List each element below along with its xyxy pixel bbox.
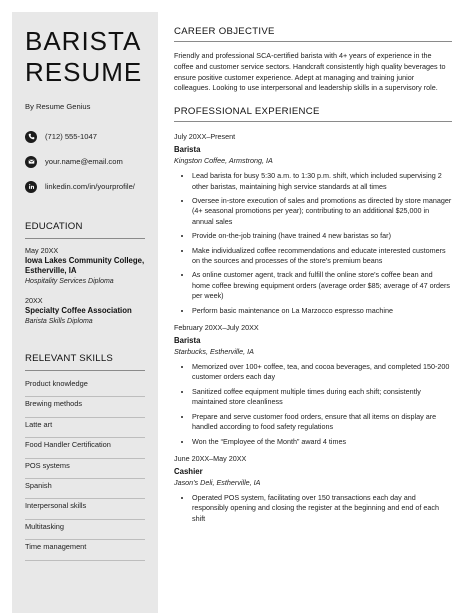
skill-item: Spanish — [25, 479, 145, 499]
contact-email[interactable] — [25, 155, 145, 168]
contact-list — [25, 130, 145, 193]
job-entry — [174, 323, 452, 447]
linkedin-icon — [25, 181, 37, 193]
email-text: your.name@email.com — [45, 157, 123, 166]
job-company: Jason's Deli, Estherville, IA — [174, 477, 261, 487]
job-bullet: • Oversee in-store execution of sales and promotions as directed by store manager (4+ seasonal promotions per year); contributing to an additional $25,000 in annual sales — [192, 196, 452, 227]
job-date: July 20XX–Present — [174, 132, 236, 142]
sidebar — [12, 12, 158, 613]
job-date: February 20XX–July 20XX — [174, 323, 259, 333]
objective-text: Friendly and professional SCA-certified barista with 4+ years of experience in the coffee and customer service sectors. Handcraft consistently high quality beverages to ensure positive customer experience. Adept at managing and training junior colleagues. Looking to use interpersonal and leadership skills in a supervisory role. — [174, 51, 446, 93]
job-company: Starbucks, Estherville, IA — [174, 347, 254, 357]
skill-item: Time management — [25, 540, 145, 560]
main-content — [174, 26, 452, 528]
job-bullets — [174, 493, 452, 524]
job-bullets — [174, 362, 452, 447]
education-item — [25, 246, 145, 285]
education-school: Specialty Coffee Association — [25, 306, 132, 315]
title-line-1: BARISTA — [25, 26, 142, 56]
skill-item: Latte art — [25, 418, 145, 438]
job-entry — [174, 454, 452, 524]
job-bullet: • Provide on-the-job training (have trained 4 new baristas so far) — [192, 231, 452, 241]
job-title: Cashier — [174, 466, 203, 476]
education-program: Barista Skills Diploma — [25, 318, 93, 325]
job-bullet: • Won the “Employee of the Month” award 4 times — [192, 437, 452, 447]
email-icon — [25, 156, 37, 168]
education-school: Iowa Lakes Community College, Estherville, IA — [25, 256, 145, 275]
skill-item: POS systems — [25, 459, 145, 479]
job-company: Kingston Coffee, Armstrong, IA — [174, 156, 273, 166]
linkedin-text: linkedin.com/in/yourprofile/ — [45, 182, 135, 191]
job-bullet: • Perform basic maintenance on La Marzocco espresso machine — [192, 306, 452, 316]
contact-linkedin[interactable] — [25, 180, 145, 193]
byline: By Resume Genius — [25, 102, 91, 111]
job-date: June 20XX–May 20XX — [174, 453, 247, 463]
education-heading: EDUCATION — [25, 221, 145, 239]
skill-item: Brewing methods — [25, 397, 145, 417]
job-bullet: • Make individualized coffee recommendations and educate interested customers on the sources and processes of the store's premium beans — [192, 246, 452, 267]
skill-item: Multitasking — [25, 520, 145, 540]
phone-text: (712) 555-1047 — [45, 132, 97, 141]
title-line-2: RESUME — [25, 57, 143, 87]
skill-item: Food Handler Certification — [25, 438, 145, 458]
education-date: 20XX — [25, 296, 43, 305]
education-date: May 20XX — [25, 246, 59, 255]
phone-icon — [25, 131, 37, 143]
experience-heading: PROFESSIONAL EXPERIENCE — [174, 106, 452, 122]
objective-heading: CAREER OBJECTIVE — [174, 26, 452, 42]
job-bullet: • Lead barista for busy 5:30 a.m. to 1:30 p.m. shift, which included supervising 2 other baristas, maintaining high service standards at all times — [192, 171, 452, 192]
skills-list — [25, 377, 145, 561]
resume-title — [25, 26, 145, 88]
job-bullet: • Operated POS system, facilitating over 150 transactions each day and responsibly opening and closing the register at the beginning and end of each shift — [192, 493, 452, 524]
education-program: Hospitality Services Diploma — [25, 278, 114, 285]
skills-heading: RELEVANT SKILLS — [25, 353, 145, 371]
job-bullets — [174, 171, 452, 316]
job-bullet: • Sanitized coffee equipment multiple times during each shift; consistently maintained store cleanliness — [192, 387, 452, 408]
job-bullet: • Prepare and serve customer food orders, ensure that all items on display are handled according to food safety regulations — [192, 412, 452, 433]
job-bullet: • Memorized over 100+ coffee, tea, and cocoa beverages, and completed 150-200 customer orders each day — [192, 362, 452, 383]
contact-phone[interactable] — [25, 130, 145, 143]
job-entry — [174, 132, 452, 316]
job-bullet: • As online customer agent, track and fulfill the online store's coffee bean and home coffee brewing equipment orders (average order $85; average of 47 orders per week) — [192, 270, 452, 301]
job-title: Barista — [174, 145, 201, 155]
job-title: Barista — [174, 336, 201, 346]
education-item — [25, 296, 145, 325]
skill-item: Product knowledge — [25, 377, 145, 397]
skill-item: Interpersonal skills — [25, 499, 145, 519]
